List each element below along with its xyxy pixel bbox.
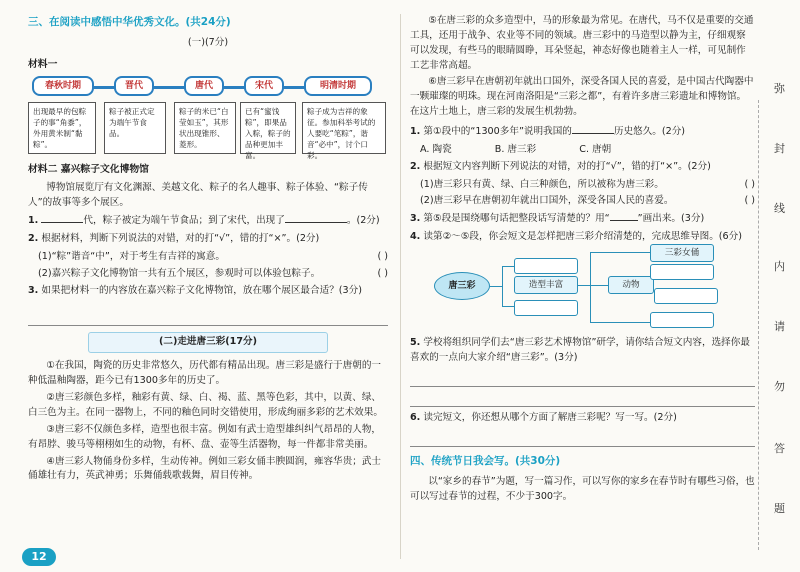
left-q1-text-b: 。(2分) xyxy=(346,215,380,227)
section3-title: 三、在阅读中感悟中华优秀文化。(共24分) xyxy=(28,16,231,28)
material2-text: 博物馆展览厅有文化渊源、美越文化、粽子的名人趣事、粽子体验、“粽子传人”的故事等多个展区。 xyxy=(28,182,368,209)
right-q1-tail: 历史悠久。(2分) xyxy=(613,126,686,138)
right-q1-blank[interactable] xyxy=(572,124,614,134)
mindmap-animals: 动物 xyxy=(608,276,654,294)
seal-strip xyxy=(762,0,800,572)
mindmap-mid: 造型丰富 xyxy=(514,276,578,294)
right-q3-text: 第⑤段是围绕哪句话把整段话写清楚的？用“ xyxy=(423,213,610,225)
right-q1-options xyxy=(410,143,755,158)
seal-char-3: 线 xyxy=(774,202,785,215)
mindmap-blank-1[interactable] xyxy=(514,258,578,274)
mindmap-blank-2[interactable] xyxy=(514,300,578,316)
mindmap xyxy=(410,248,755,328)
mindmap-female-figures: 三彩女俑 xyxy=(650,244,714,262)
left-q2 xyxy=(28,232,388,247)
timeline-box-4: 已有“蜜饯粽”，即果品入粽，粽子的品种更加丰富。 xyxy=(240,102,296,154)
timeline-box-1: 出现最早的包粽子的事“角黍”，外用黄米制“黏粽”。 xyxy=(28,102,96,154)
material1-label: 材料一 xyxy=(28,59,58,71)
right-q5-line-1[interactable] xyxy=(410,369,755,387)
right-q2-num: 2. xyxy=(410,160,421,172)
timeline-box-5: 粽子成为吉祥的象征。参加科举考试的人要吃“笔粽”，谐音“必中”，讨个口彩。 xyxy=(302,102,386,154)
left-q3-answer-line[interactable] xyxy=(28,308,388,326)
mindmap-blank-4[interactable] xyxy=(654,288,718,304)
left-para-4: ④唐三彩人物俑身份多样，生动传神。例如三彩女俑丰腴圆润，雍容华贵；武士俑雄壮有力，英武神勇；乐舞俑载歌载舞，眉目传神。 xyxy=(28,455,382,482)
left-q1-blank-a[interactable] xyxy=(41,213,83,223)
right-q5 xyxy=(410,336,755,366)
mindmap-blank-5[interactable] xyxy=(650,312,714,328)
right-para-5: ⑤在唐三彩的众多造型中，马的形象最为常见。在唐代，马不仅是重要的交通工具，还用于战争、农业等不同的领域。唐三彩中的马造型以静为主，仔细观察可以发现，有些马的眼睛圆睁，耳朵竖起，神态好像也随着主人一样，可见制作工艺非常高超。 xyxy=(410,15,754,71)
left-q2-num: 2. xyxy=(28,233,39,245)
right-para-6: ⑥唐三彩早在唐朝初年就出口国外，深受各国人民的喜爱，是中国古代陶器中一颗璀璨的明珠。现在河南洛阳是“三彩之都”，有着许多唐三彩遗址和博物馆。在这片土地上，唐三彩的发展生机勃勃。 xyxy=(410,76,754,118)
right-q2-text: 根据短文内容判断下列说法的对错，对的打“√”，错的打“×”。(2分) xyxy=(423,160,711,172)
left-q1-blank-b[interactable] xyxy=(285,213,347,223)
seal-char-7: 答 xyxy=(774,442,785,455)
right-q2-item-1-text: (1)唐三彩只有黄、绿、白三种颜色，所以被称为唐三彩。 xyxy=(420,178,664,190)
right-q6-line[interactable] xyxy=(410,429,755,447)
left-column xyxy=(28,14,388,486)
left-para-2: ②唐三彩颜色多样，釉彩有黄、绿、白、褐、蓝、黑等色彩，其中，以黄、绿、白三色为主。在同一器物上，不同的釉色同时交错使用，形成绚丽多彩的艺术效果。 xyxy=(28,392,383,418)
right-q1-num: 1. xyxy=(410,126,421,138)
left-q3 xyxy=(28,284,388,299)
right-q1 xyxy=(410,124,755,140)
mindmap-connector xyxy=(590,252,591,322)
right-q1-option-b[interactable]: B. 唐三彩 xyxy=(494,143,537,155)
section4-title: 四、传统节日我会写。(共30分) xyxy=(410,454,561,467)
right-column xyxy=(410,14,755,507)
seal-char-8: 题 xyxy=(774,502,785,515)
right-q5-num: 5. xyxy=(410,337,421,349)
mindmap-connector xyxy=(590,252,650,253)
seal-char-4: 内 xyxy=(774,260,785,273)
left-q2-item-2-text: (2)嘉兴粽子文化博物馆一共有五个展区，参观时可以体验包粽子。 xyxy=(38,267,321,279)
right-q3-num: 3. xyxy=(410,213,421,225)
page-number: 12 xyxy=(22,548,56,566)
seal-line xyxy=(758,100,759,550)
left-q3-num: 3. xyxy=(28,284,39,296)
part1-title: (一)(7分) xyxy=(187,37,229,49)
left-q2-text: 根据材料，判断下列说法的对错，对的打“√”，错的打“×”。(2分) xyxy=(41,233,320,245)
seal-char-5: 请 xyxy=(774,320,785,333)
left-q2-paren-2[interactable]: ( ) xyxy=(377,267,388,279)
right-q4 xyxy=(410,230,755,245)
right-q3 xyxy=(410,211,755,227)
right-q2-item-2-text: (2)唐三彩早在唐朝初年就出口国外，深受各国人民的喜爱。 xyxy=(420,195,674,207)
right-q2 xyxy=(410,160,755,175)
timeline-box-3: 粽子的米已“白莹如玉”，其形状出现锥形、菱形。 xyxy=(174,102,236,154)
mindmap-connector xyxy=(502,266,503,306)
seal-char-6: 勿 xyxy=(774,380,785,393)
section4-text: 以“家乡的春节”为题，写一篇习作，可以写你的家乡在春节时有哪些习俗，也可以写过春节的过程，不少于300字。 xyxy=(410,475,755,502)
mindmap-connector xyxy=(502,266,514,267)
timeline-tag-3: 唐代 xyxy=(184,76,224,96)
left-para-3: ③唐三彩不仅颜色多样，造型也很丰富。例如有武士造型雄纠纠气昂昂的人物，有昂脖、骏马等栩栩如生的动物，有杯、盘、壶等生活器物，每一件都非常美丽。 xyxy=(28,423,382,450)
right-q3-tail: ”画出来。(3分) xyxy=(637,213,705,225)
right-q2-paren-2[interactable]: ( ) xyxy=(744,195,755,207)
mindmap-connector xyxy=(490,286,502,287)
right-q4-text: 读第②～⑤段，你会短文是怎样把唐三彩介绍清楚的，完成思维导图。(6分) xyxy=(423,231,742,243)
left-q3-text: 如果把材料一的内容放在嘉兴粽子文化博物馆，放在哪个展区最合适？(3分) xyxy=(41,284,362,296)
mindmap-connector xyxy=(590,322,650,323)
left-q2-item-1-text: (1)“粽”谐音“中”，对于考生有吉祥的寓意。 xyxy=(38,250,225,262)
timeline-tag-5: 明清时期 xyxy=(304,76,372,96)
timeline-box-2: 粽子被正式定为端午节食品。 xyxy=(104,102,166,154)
left-q2-item-1 xyxy=(28,250,388,265)
column-divider xyxy=(400,14,401,559)
mindmap-center: 唐三彩 xyxy=(434,272,490,300)
right-q6-num: 6. xyxy=(410,411,421,423)
right-q2-paren-1[interactable]: ( ) xyxy=(744,178,755,190)
right-q1-option-c[interactable]: C. 唐朝 xyxy=(579,143,612,155)
mindmap-connector xyxy=(578,285,590,286)
timeline-tag-4: 宋代 xyxy=(244,76,284,96)
left-q1 xyxy=(28,213,388,229)
mindmap-blank-3[interactable] xyxy=(650,264,714,280)
left-para-1: ①在我国，陶瓷的历史非常悠久，历代都有精品出现。唐三彩是盛行于唐朝的一种低温釉陶器，距今已有1300多年的历史了。 xyxy=(28,360,382,387)
part2-title: (二)走进唐三彩(17分) xyxy=(88,332,328,353)
left-q2-item-2 xyxy=(28,267,388,282)
seal-char-2: 封 xyxy=(774,142,785,155)
mindmap-connector xyxy=(502,306,514,307)
right-q1-text: 第①段中的“1300多年”说明我国的 xyxy=(423,126,572,138)
material2-title: 材料二 嘉兴粽子文化博物馆 xyxy=(28,164,149,176)
mindmap-connector xyxy=(590,285,608,286)
right-q6-text: 读完短文，你还想从哪个方面了解唐三彩呢？写一写。(2分) xyxy=(423,411,677,423)
seal-char-1: 弥 xyxy=(774,82,785,95)
right-q4-num: 4. xyxy=(410,231,421,243)
right-q2-item-2 xyxy=(410,194,755,209)
right-q1-option-a[interactable]: A. 陶瓷 xyxy=(420,143,452,155)
left-q1-num: 1. xyxy=(28,215,39,227)
timeline-tag-2: 晋代 xyxy=(114,76,154,96)
right-q2-item-1 xyxy=(410,178,755,193)
right-q6 xyxy=(410,411,755,426)
left-q2-paren-1[interactable]: ( ) xyxy=(377,250,388,262)
right-q3-blank[interactable] xyxy=(610,211,638,221)
zongzi-timeline xyxy=(28,76,388,161)
left-q1-text-a: 代，粽子被定为端午节食品；到了宋代，出现了 xyxy=(83,215,285,227)
right-q5-line-2[interactable] xyxy=(410,389,755,407)
right-q5-text: 学校将组织同学们去“唐三彩艺术博物馆”研学，请你结合短文内容，选择你最喜欢的一点向大家介绍“唐三彩”。(3分) xyxy=(410,337,750,363)
timeline-tag-1: 春秋时期 xyxy=(32,76,94,96)
